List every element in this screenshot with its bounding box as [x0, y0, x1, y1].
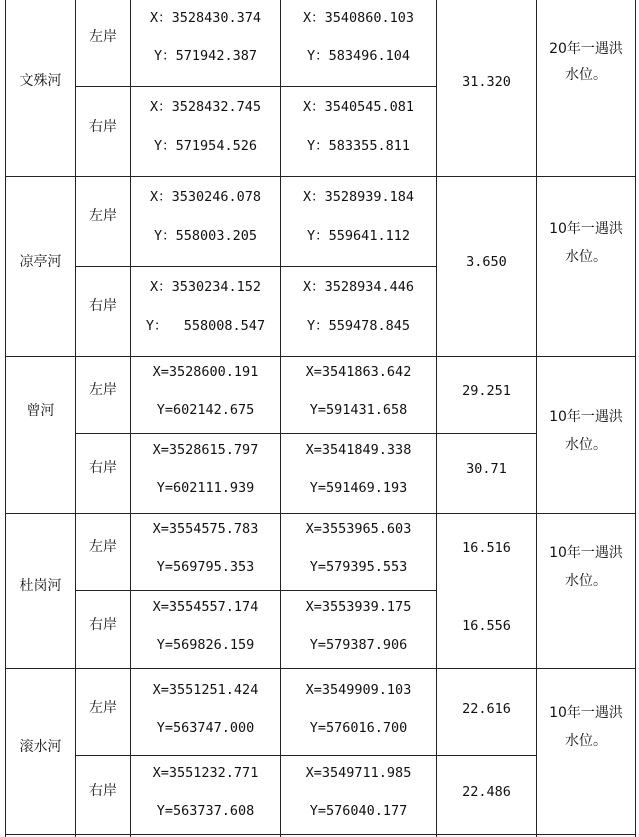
end-x: X=3549909.103	[305, 682, 412, 698]
water-level: 22.486	[462, 784, 511, 800]
start-x: X：3528430.374	[149, 10, 262, 26]
end-y: Y=576016.700	[309, 720, 408, 736]
start-y: Y：571954.526	[154, 138, 257, 154]
river-name: 杜岗河	[19, 578, 62, 594]
water-level: 22.616	[462, 701, 511, 717]
grid-line	[75, 755, 536, 756]
end-x: X：3528934.446	[302, 279, 415, 295]
flood-note-line1: 10年一遇洪	[549, 545, 623, 561]
water-level: 30.71	[466, 461, 507, 477]
bank-label: 左岸	[89, 382, 117, 398]
end-y: Y=576040.177	[309, 803, 408, 819]
start-x: X=3528600.191	[152, 364, 259, 380]
end-y: Y：583355.811	[307, 138, 410, 154]
start-y: Y=569826.159	[156, 637, 255, 653]
flood-note-line2: 水位。	[565, 733, 607, 749]
start-y: Y=602111.939	[156, 480, 255, 496]
start-x: X=3554575.783	[152, 521, 259, 537]
river-name: 文殊河	[19, 73, 62, 89]
grid-line	[5, 834, 636, 835]
start-x: X：3530234.152	[149, 279, 262, 295]
bank-label: 左岸	[89, 700, 117, 716]
grid-line	[5, 176, 636, 177]
flood-note-line2: 水位。	[565, 67, 607, 83]
start-x: X=3551251.424	[152, 682, 259, 698]
grid-line	[635, 0, 636, 837]
end-y: Y=579387.906	[309, 637, 408, 653]
end-y: Y=579395.553	[309, 559, 408, 575]
bank-label: 右岸	[89, 617, 117, 633]
bank-label: 左岸	[89, 208, 117, 224]
bank-label: 右岸	[89, 783, 117, 799]
end-y: Y：559478.845	[307, 318, 410, 334]
grid-line	[75, 266, 436, 267]
river-name: 凉亭河	[19, 254, 62, 270]
start-x: X：3528432.745	[149, 99, 262, 115]
end-y: Y=591431.658	[309, 402, 408, 418]
start-y: Y：571942.387	[154, 48, 257, 64]
water-level: 3.650	[466, 254, 507, 270]
start-y: Y=563747.000	[156, 720, 255, 736]
end-x: X=3541863.642	[305, 364, 412, 380]
water-level: 29.251	[462, 383, 511, 399]
start-x: X=3551232.771	[152, 765, 259, 781]
flood-note-line1: 10年一遇洪	[549, 221, 623, 237]
start-y: Y：558003.205	[154, 228, 257, 244]
water-level: 16.516	[462, 540, 511, 556]
grid-line	[5, 513, 636, 514]
flood-note-line2: 水位。	[565, 437, 607, 453]
river-name: 曾河	[26, 403, 55, 419]
flood-note-line1: 20年一遇洪	[549, 41, 623, 57]
flood-note-line2: 水位。	[565, 573, 607, 589]
bank-label: 左岸	[89, 539, 117, 555]
end-y: Y=591469.193	[309, 480, 408, 496]
river-name: 滚水河	[19, 739, 62, 755]
bank-label: 左岸	[89, 29, 117, 45]
start-y: Y=563737.608	[156, 803, 255, 819]
bank-label: 右岸	[89, 119, 117, 135]
start-x: X=3528615.797	[152, 442, 259, 458]
end-x: X：3540860.103	[302, 10, 415, 26]
water-level: 31.320	[462, 74, 511, 90]
flood-note-line2: 水位。	[565, 249, 607, 265]
water-level: 16.556	[462, 618, 511, 634]
flood-note-line1: 10年一遇洪	[549, 705, 623, 721]
grid-line	[5, 356, 636, 357]
end-x: X=3553939.175	[305, 599, 412, 615]
end-x: X=3553965.603	[305, 521, 412, 537]
bank-label: 右岸	[89, 460, 117, 476]
grid-line	[75, 590, 436, 591]
grid-line	[75, 86, 436, 87]
bank-label: 右岸	[89, 298, 117, 314]
end-x: X=3549711.985	[305, 765, 412, 781]
start-x: X：3530246.078	[149, 189, 262, 205]
end-x: X：3528939.184	[302, 189, 415, 205]
start-x: X=3554557.174	[152, 599, 259, 615]
end-x: X=3541849.338	[305, 442, 412, 458]
flood-note-line1: 10年一遇洪	[549, 409, 623, 425]
end-y: Y：559641.112	[307, 228, 410, 244]
grid-line	[5, 668, 636, 669]
end-x: X：3540545.081	[302, 99, 415, 115]
start-y: Y=602142.675	[156, 402, 255, 418]
start-y: Y=569795.353	[156, 559, 255, 575]
end-y: Y：583496.104	[307, 48, 410, 64]
grid-line	[75, 433, 536, 434]
start-y: Y： 558008.547	[145, 318, 266, 334]
